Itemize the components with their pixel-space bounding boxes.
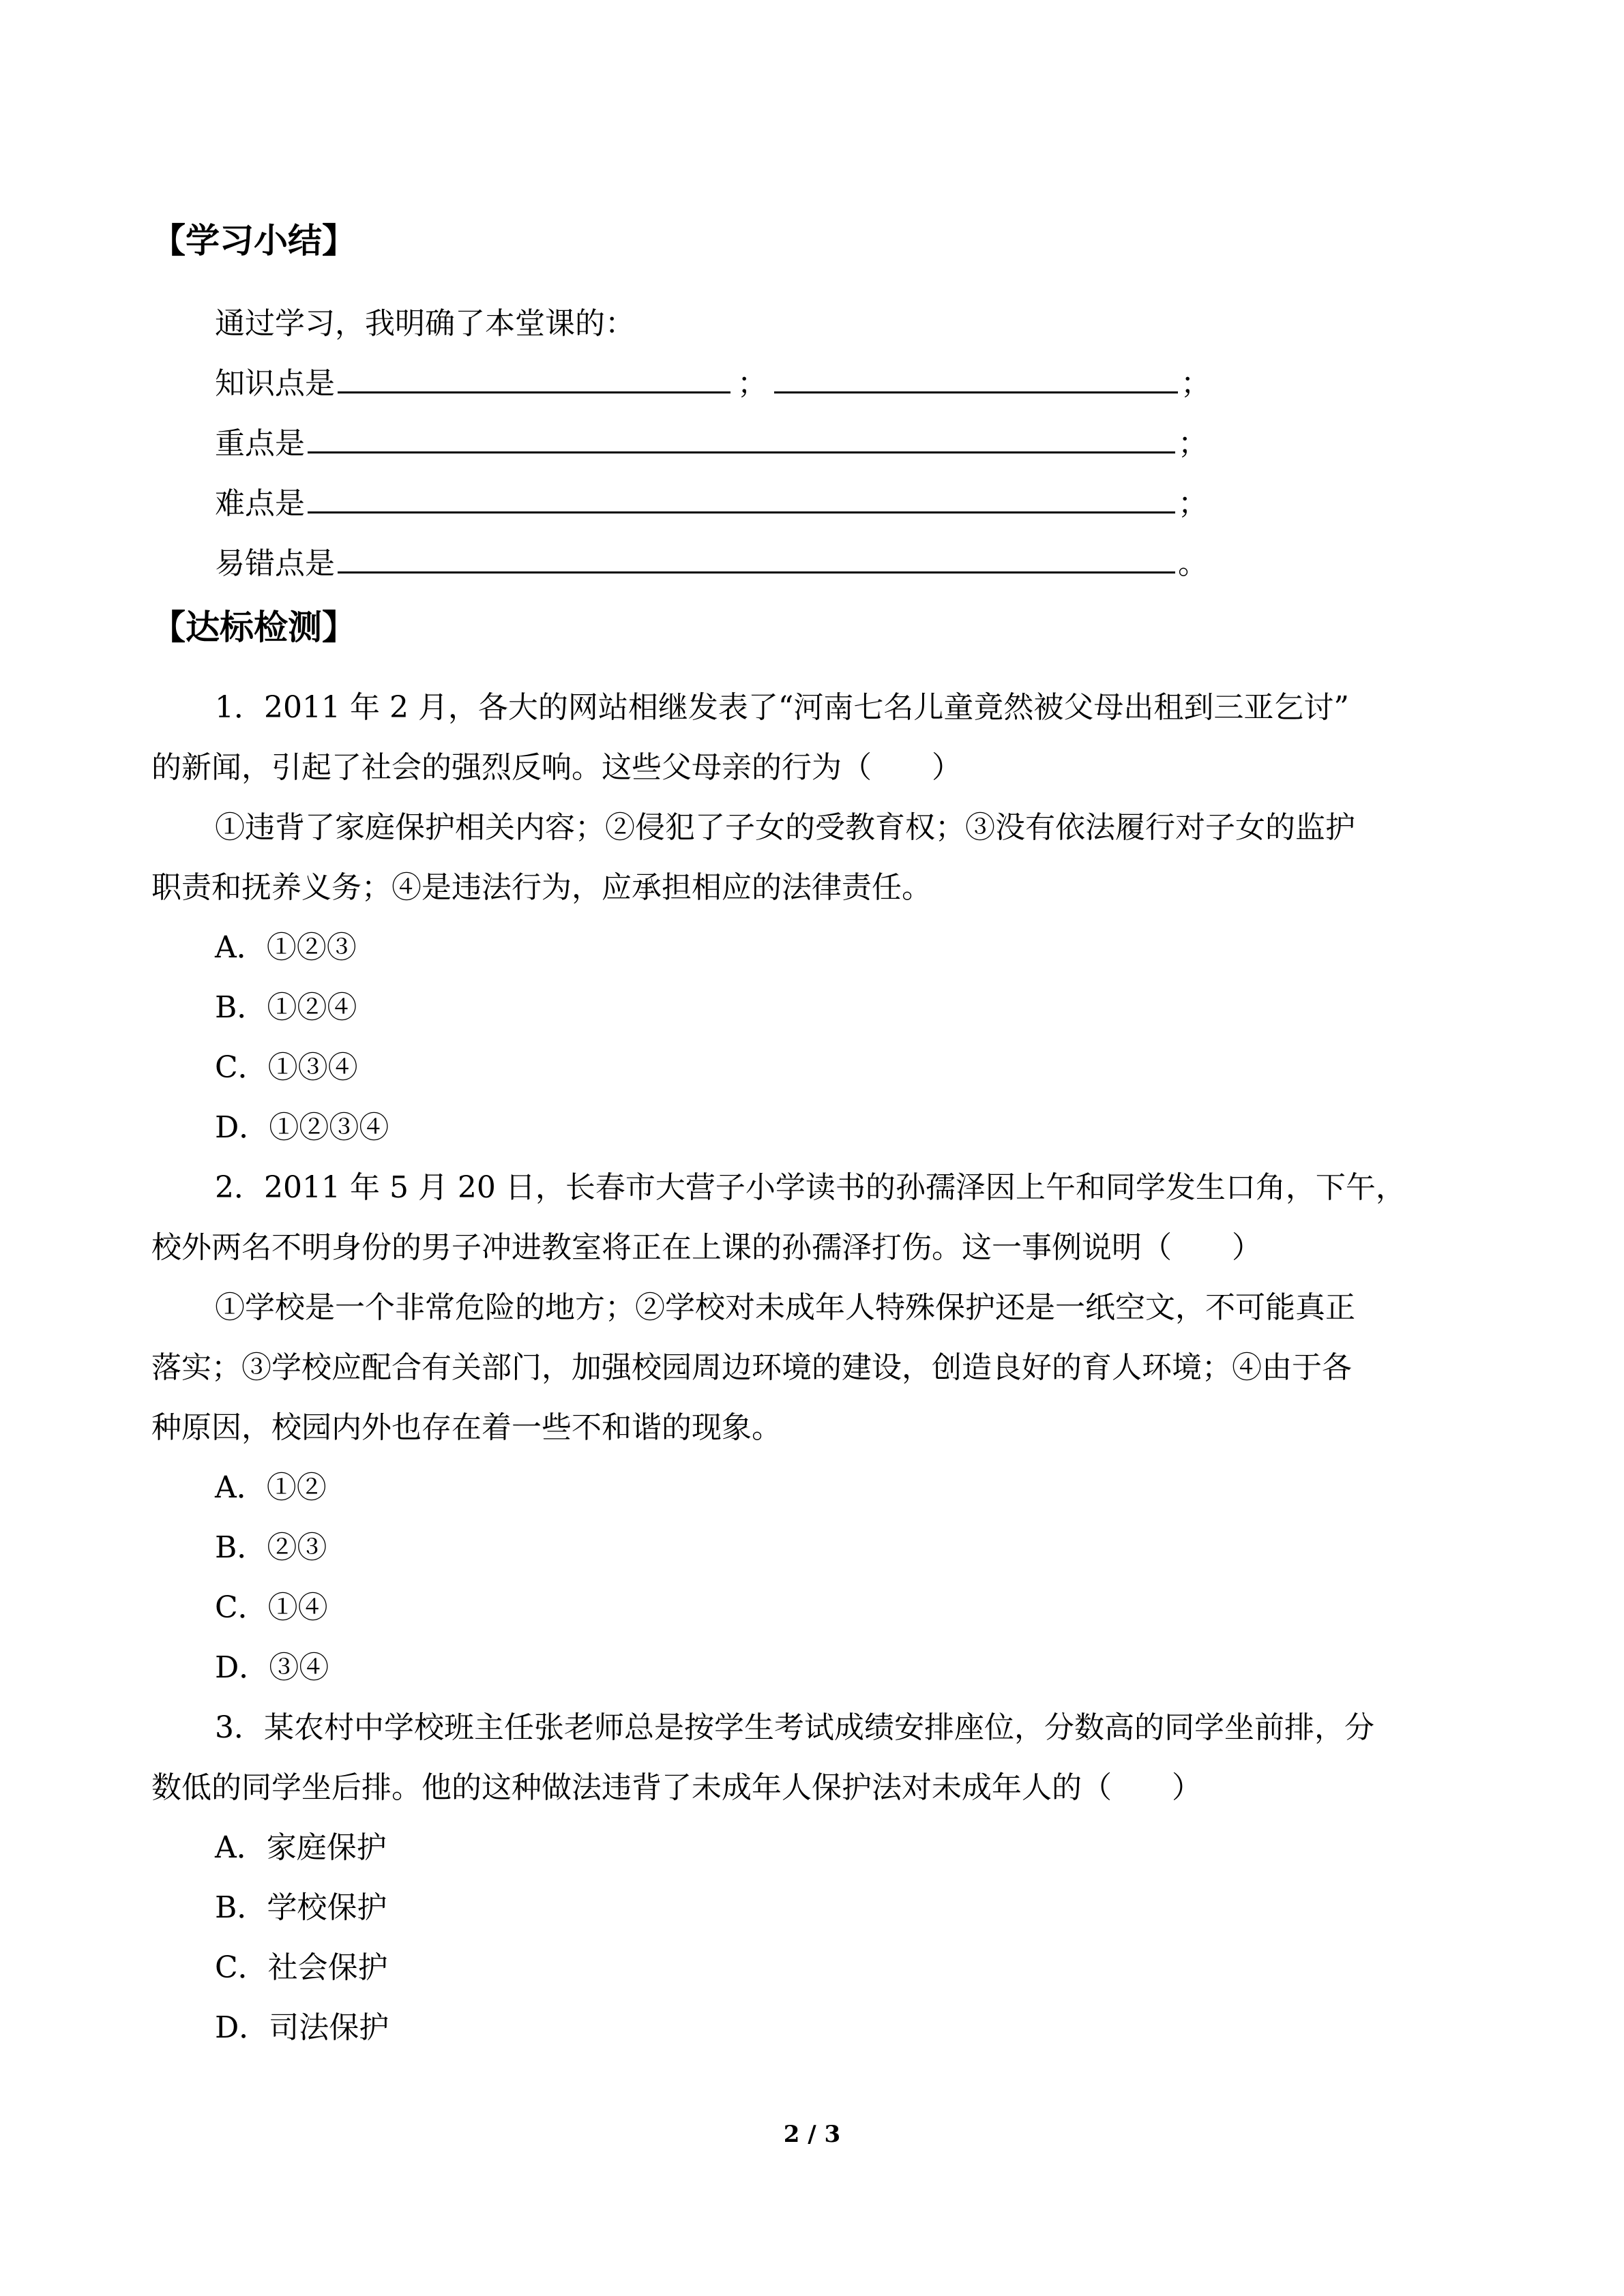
question-2-line-2: 校外两名不明身份的男子冲进教室将正在上课的孙孺泽打伤。这一事例说明（ ） — [151, 1230, 1262, 1265]
question-3-option-d[interactable]: D．司法保护 — [215, 2010, 389, 2045]
knowledge-line — [215, 363, 1211, 404]
question-2-option-c[interactable]: C．①④ — [215, 1590, 328, 1625]
summary-heading: 【学习小结】 — [151, 220, 356, 260]
error-point-line — [215, 543, 1208, 584]
question-2-line-1: 2．2011 年 5 月 20 日，长春市大营子小学读书的孙孺泽因上午和同学发生口角，下午， — [215, 1170, 1406, 1205]
question-3-option-c[interactable]: C．社会保护 — [215, 1950, 388, 1985]
question-3-line-1: 3．某农村中学校班主任张老师总是按学生考试成绩安排座位，分数高的同学坐前排，分 — [215, 1710, 1374, 1745]
summary-intro: 通过学习，我明确了本堂课的： — [215, 306, 635, 341]
knowledge-label: 知识点是 — [215, 366, 335, 401]
question-1-stem-2: 职责和抚养义务；④是违法行为，应承担相应的法律责任。 — [151, 870, 932, 905]
error-point-end: 。 — [1178, 546, 1208, 581]
question-2-stem-3: 种原因，校园内外也存在着一些不和谐的现象。 — [151, 1410, 782, 1445]
knowledge-blank-1[interactable] — [338, 364, 730, 393]
knowledge-separator: ； — [737, 366, 767, 401]
key-point-label: 重点是 — [215, 426, 305, 461]
key-point-end: ； — [1178, 426, 1208, 461]
question-1-option-a[interactable]: A．①②③ — [215, 930, 357, 965]
question-2-option-d[interactable]: D．③④ — [215, 1650, 329, 1685]
knowledge-blank-2[interactable] — [774, 364, 1178, 393]
question-2-option-a[interactable]: A．①② — [215, 1470, 327, 1505]
question-2-stem-1: ①学校是一个非常危险的地方；②学校对未成年人特殊保护还是一纸空文，不可能真正 — [215, 1290, 1355, 1325]
error-point-label: 易错点是 — [215, 546, 335, 581]
difficult-point-end: ； — [1178, 486, 1208, 521]
question-2-stem-2: 落实；③学校应配合有关部门，加强校园周边环境的建设，创造良好的育人环境；④由于各 — [151, 1350, 1352, 1385]
question-2-option-b[interactable]: B．②③ — [215, 1530, 327, 1565]
difficult-point-blank[interactable] — [308, 484, 1175, 513]
error-point-blank[interactable] — [338, 544, 1175, 573]
question-3-line-2: 数低的同学坐后排。他的这种做法违背了未成年人保护法对未成年人的（ ） — [151, 1770, 1202, 1805]
key-point-blank[interactable] — [308, 424, 1175, 453]
question-1-stem-1: ①违背了家庭保护相关内容；②侵犯了子女的受教育权；③没有依法履行对子女的监护 — [215, 810, 1355, 845]
question-1-option-b[interactable]: B．①②④ — [215, 990, 357, 1025]
question-1-line-1: 1．2011 年 2 月，各大的网站相继发表了“河南七名儿童竟然被父母出租到三亚乞讨” — [215, 690, 1349, 725]
page-number: 2 / 3 — [783, 2121, 841, 2148]
question-3-option-a[interactable]: A．家庭保护 — [215, 1830, 387, 1865]
question-3-option-b[interactable]: B．学校保护 — [215, 1890, 387, 1925]
question-1-option-d[interactable]: D．①②③④ — [215, 1110, 389, 1145]
question-1-line-2: 的新闻，引起了社会的强烈反响。这些父母亲的行为（ ） — [151, 750, 962, 785]
question-1-option-c[interactable]: C．①③④ — [215, 1050, 358, 1085]
key-point-line — [215, 423, 1208, 464]
difficult-point-label: 难点是 — [215, 486, 305, 521]
difficult-point-line — [215, 483, 1208, 524]
test-heading: 【达标检测】 — [151, 607, 356, 647]
knowledge-end: ； — [1181, 366, 1211, 401]
